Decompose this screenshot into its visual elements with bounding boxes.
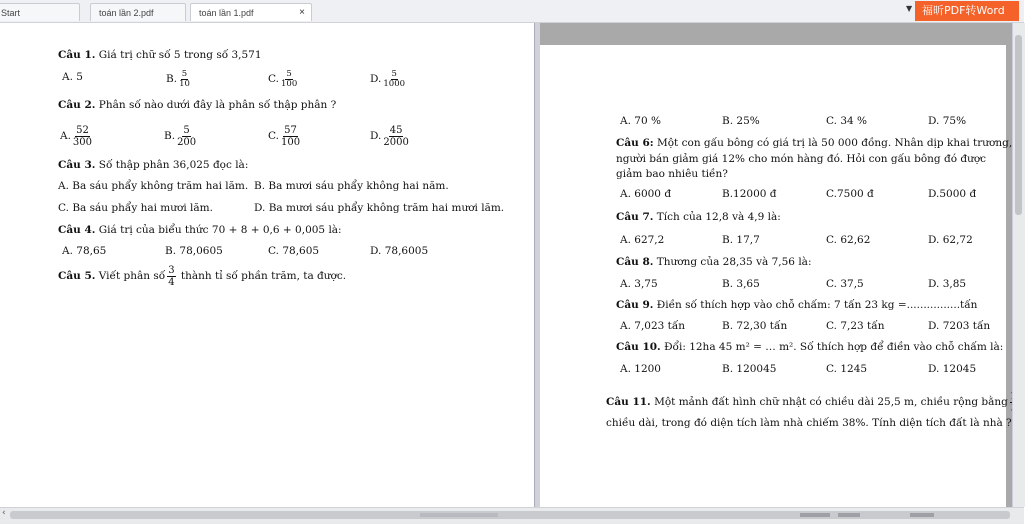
q8-option-a: A. 3,75 [620, 278, 658, 290]
q10-option-d: D. 12045 [928, 363, 977, 375]
horizontal-scrollbar[interactable] [0, 507, 1024, 524]
q6-option-d: D.5000 đ [928, 188, 977, 200]
q4-option-d: D. 78,6005 [370, 245, 429, 257]
q2-option-c: C. $\frac{57}{100}$ [268, 125, 301, 148]
q10-option-b: B. 120045 [722, 363, 777, 375]
q1-text: Câu 1. Giá trị chữ số 5 trong số 3,571 [58, 49, 262, 61]
q9-option-a: A. 7,023 tấn [620, 320, 686, 332]
q7-option-c: C. 62,62 [826, 234, 871, 246]
pdf-to-word-button[interactable]: 福昕PDF转Word [915, 1, 1019, 21]
scroll-left-arrow-icon[interactable]: ‹ [2, 508, 6, 518]
q6-text: Câu 6: Một con gấu bông có giá trị là 50 000 đồng. Nhân dịp khai trương, [616, 137, 1013, 149]
q10-option-c: C. 1245 [826, 363, 868, 375]
q2-option-d: D. $\frac{45}{2000}$ [370, 125, 409, 148]
left-page [0, 23, 534, 507]
q9-text: Câu 9. Điền số thích hợp vào chỗ chấm: 7 tấn 23 kg =................tấn [616, 299, 978, 311]
q7-text: Câu 7. Tích của 12,8 và 4,9 là: [616, 211, 781, 223]
q11-text: Câu 11. Một mảnh đất hình chữ nhật có chiều dài 25,5 m, chiều rộng bằng [606, 391, 1020, 414]
q4-text: Câu 4. Giá trị của biểu thức 70 + 8 + 0,6 + 0,005 là: [58, 224, 342, 236]
q3-option-c: C. Ba sáu phẩy hai mươi lăm. [58, 202, 213, 214]
status-marker [838, 513, 860, 517]
q1-option-d: D. $\frac{5}{1000}$ [370, 69, 406, 89]
q10-option-a: A. 1200 [620, 363, 661, 375]
q1-option-b: B. $\frac{5}{10}$ [166, 69, 190, 89]
close-tab-icon[interactable]: × [299, 7, 305, 18]
horizontal-scroll-thumb[interactable] [10, 511, 1010, 519]
q8-option-d: D. 3,85 [928, 278, 967, 290]
q6-text-line2: người bán giảm giá 12% cho món hàng đó. Hỏi con gấu bông đó được [616, 153, 987, 165]
prev-option-a: A. 70 % [620, 115, 661, 127]
q4-option-a: A. 78,65 [62, 245, 107, 257]
q8-option-c: C. 37,5 [826, 278, 864, 290]
right-page [540, 45, 1013, 507]
q2-option-a: A. $\frac{52}{300}$ [60, 125, 93, 148]
tab-start-label: Start [1, 8, 21, 18]
q6-option-b: B.12000 đ [722, 188, 777, 200]
q1-option-c: C. $\frac{5}{100}$ [268, 69, 298, 89]
q7-option-a: A. 627,2 [620, 234, 665, 246]
vertical-scroll-thumb[interactable] [1015, 35, 1022, 215]
q4-option-c: C. 78,605 [268, 245, 320, 257]
tab-toan-lan-2-label: toán lần 2.pdf [99, 8, 154, 18]
q3-option-d: D. Ba mươi sáu phẩy không trăm hai mươi lăm. [254, 202, 505, 214]
prev-option-c: C. 34 % [826, 115, 868, 127]
right-pane [540, 23, 1012, 507]
q2-option-b: B. $\frac{5}{200}$ [164, 125, 197, 148]
tab-bar [0, 0, 1024, 23]
page-indicator [420, 513, 498, 517]
q1-option-a: A. 5 [62, 71, 83, 83]
tab-toan-lan-1[interactable] [190, 3, 312, 21]
q8-option-b: B. 3,65 [722, 278, 760, 290]
q8-text: Câu 8. Thương của 28,35 và 7,56 là: [616, 256, 812, 268]
status-marker [800, 513, 830, 517]
q3-text: Câu 3. Số thập phân 36,025 đọc là: [58, 159, 249, 171]
q9-option-b: B. 72,30 tấn [722, 320, 788, 332]
q6-text-line3: giảm bao nhiêu tiền? [616, 168, 728, 180]
q5-text: Câu 5. Viết phân số $\frac{3}{4}$ thành tỉ số phần trăm, ta được. [58, 265, 347, 288]
q9-option-d: D. 7203 tấn [928, 320, 991, 332]
tab-start[interactable] [0, 3, 80, 21]
dropdown-arrow-icon[interactable]: ▼ [906, 4, 913, 13]
q11-text-line2: chiều dài, trong đó diện tích làm nhà chiếm 38%. Tính diện tích đất là nhà ? [606, 417, 1012, 429]
q2-text: Câu 2. Phân số nào dưới đây là phân số thập phân ? [58, 99, 337, 111]
status-marker [910, 513, 934, 517]
vertical-scrollbar[interactable] [1012, 23, 1025, 507]
q6-option-c: C.7500 đ [826, 188, 874, 200]
q3-option-a: A. Ba sáu phẩy không trăm hai lăm. [58, 180, 249, 192]
q7-option-b: B. 17,7 [722, 234, 760, 246]
q6-option-a: A. 6000 đ [620, 188, 672, 200]
q3-option-b: B. Ba mươi sáu phẩy không hai năm. [254, 180, 449, 192]
q9-option-c: C. 7,23 tấn [826, 320, 885, 332]
q4-option-b: B. 78,0605 [165, 245, 223, 257]
tab-toan-lan-2[interactable] [90, 3, 186, 21]
tab-toan-lan-1-label: toán lần 1.pdf [199, 8, 254, 18]
prev-option-b: B. 25% [722, 115, 760, 127]
q7-option-d: D. 62,72 [928, 234, 973, 246]
prev-option-d: D. 75% [928, 115, 967, 127]
q10-text: Câu 10. Đổi: 12ha 45 m² = … m². Số thích hợp để điền vào chỗ chấm là: [616, 341, 1004, 353]
